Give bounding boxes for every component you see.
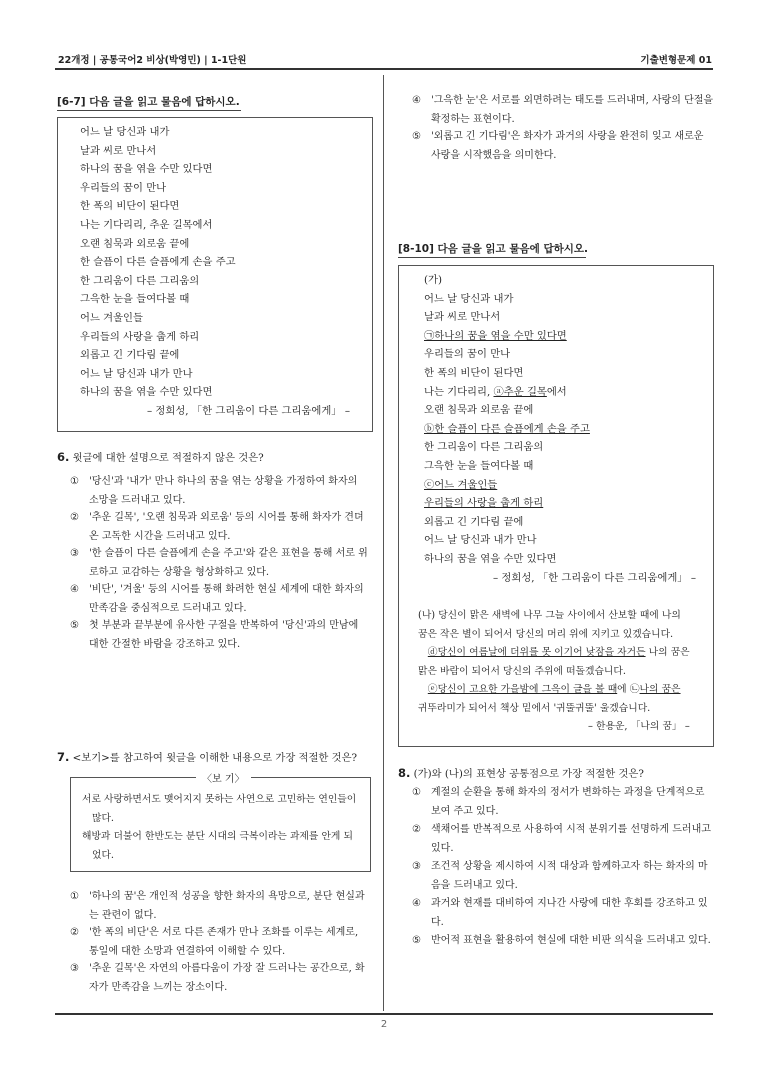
q8-option-4[interactable] (412, 895, 714, 932)
option-number: ① (70, 476, 79, 487)
header-rule (55, 68, 713, 70)
option-number: ③ (70, 963, 79, 974)
question-6 (57, 448, 264, 467)
option-text: '외롭고 긴 기다림'은 화자가 과거의 사랑을 완전히 잊고 새로운 사랑을 시작했음을 의미한다. (431, 131, 704, 161)
passage-text (418, 647, 428, 658)
option-text: 계절의 순환을 통해 화자의 정서가 변화하는 과정을 단계적으로 보여 주고 있다. (431, 787, 705, 817)
passage-text: 외롭고 긴 기다림 끝에 (424, 515, 524, 528)
passage-line (418, 681, 710, 700)
passage-line (424, 401, 590, 420)
q6-option-3[interactable] (70, 545, 370, 582)
poem-line: 나는 기다리리, 추운 길목에서 (80, 218, 213, 231)
passage-line (424, 345, 590, 364)
passage-line (424, 457, 590, 476)
option-number: ② (70, 512, 79, 523)
poem-line: 우리들의 꿈이 만나 (80, 181, 167, 194)
passage-line (418, 663, 710, 682)
q7-option-1[interactable] (70, 888, 370, 925)
passage-text: 하나의 꿈을 엮을 수만 있다면 (424, 552, 557, 565)
passage-line (424, 308, 590, 327)
passage-text: 귀뚜라미가 되어서 책상 밑에서 '귀뚤귀뚤' 울겠습니다. (418, 702, 651, 714)
bogi-line-2: 해방과 더불어 한반도는 분단 시대의 극복이라는 과제를 안게 되었다. (82, 831, 353, 861)
poem-6-7 (80, 123, 236, 402)
question-6-stem: 윗글에 대한 설명으로 적절하지 않은 것은? (72, 452, 264, 464)
bogi-line-1: 서로 사랑하면서도 맺어지지 못하는 사연으로 고민하는 연인들이 많다. (82, 794, 357, 824)
underlined-text: ⓔ당신이 고요한 가을밤에 그윽이 글을 볼 때 (427, 684, 618, 695)
passage-text: 오랜 침묵과 외로움 끝에 (424, 404, 534, 417)
option-text: '비단', '겨울' 등의 시어를 통해 화려한 현실 세계에 대한 화자의 만족감을 중심적으로 드러내고 있다. (89, 584, 364, 614)
option-number: ④ (70, 584, 79, 595)
passage-text: 날과 씨로 만나서 (424, 311, 501, 324)
option-text: '당신'과 '내가' 만나 하나의 꿈을 엮는 상황을 가정하여 화자의 소망을 드러내고 있다. (89, 476, 358, 506)
question-7-stem: <보기>를 참고하여 윗글을 이해한 내용으로 가장 적절한 것은? (72, 752, 358, 764)
passage-line (418, 626, 710, 645)
underlined-text: ⓐ추운 길목 (493, 385, 547, 398)
passage-text: 에서 (546, 385, 567, 398)
poem-ga-label: (가) (424, 274, 442, 286)
poem-ga (424, 271, 590, 569)
option-text: 첫 부분과 끝부분에 유사한 구절을 반복하여 '당신'과의 만남에 대한 간절한 바람을 강조하고 있다. (89, 620, 359, 650)
q8-option-3[interactable] (412, 858, 714, 895)
passage-text: 나의 꿈은 (645, 647, 690, 658)
q8-option-1[interactable] (412, 784, 714, 821)
footer-rule (55, 1013, 713, 1015)
question-6-number: 6. (57, 450, 70, 464)
poem-line: 어느 날 당신과 내가 만나 (80, 367, 193, 380)
passage-line (424, 364, 590, 383)
section-8-10-underline (398, 257, 586, 258)
option-text: '그윽한 눈'은 서로를 외면하려는 태도를 드러내며, 사랑의 단절을 확정하는 표현이다. (431, 95, 714, 125)
passage-text: 에 ㉡ (617, 684, 640, 695)
passage-line (418, 607, 710, 626)
poem-line: 우리들의 사랑을 춥게 하리 (80, 330, 200, 343)
underlined-text: ⓒ어느 겨울인들 (424, 478, 498, 491)
column-divider (383, 75, 384, 1011)
passage-text (418, 684, 428, 695)
poem-line: 오랜 침묵과 외로움 끝에 (80, 237, 190, 250)
q6-option-2[interactable] (70, 509, 370, 546)
passage-text: 어느 날 당신과 내가 (424, 292, 514, 305)
section-6-7-title: [6-7] 다음 글을 읽고 물음에 답하시오. (57, 96, 240, 108)
bogi-title: 〈보 기〉 (196, 770, 251, 785)
underlined-text: ㉠하나의 꿈을 엮을 수만 있다면 (424, 329, 567, 342)
option-text: 과거와 현재를 대비하여 지나간 사랑에 대한 후회를 강조하고 있다. (431, 898, 708, 928)
passage-line (424, 513, 590, 532)
option-number: ④ (412, 95, 421, 106)
option-text: 색채어를 반복적으로 사용하여 시적 분위기를 선명하게 드러내고 있다. (431, 824, 711, 854)
poem-line: 한 슬픔이 다른 슬픔에게 손을 주고 (80, 256, 236, 269)
poem-line: 그윽한 눈을 들여다볼 때 (80, 293, 190, 306)
passage-text: 그윽한 눈을 들여다볼 때 (424, 459, 534, 472)
section-8-10-title: [8-10] 다음 글을 읽고 물음에 답하시오. (398, 243, 588, 255)
passage-text: 꿈은 작은 별이 되어서 당신의 머리 위에 지키고 있겠습니다. (418, 628, 674, 640)
passage-line (418, 700, 710, 719)
passage-line (418, 644, 710, 663)
passage-text: 한 폭의 비단이 된다면 (424, 366, 524, 379)
option-number: ⑤ (70, 620, 79, 631)
passage-line (424, 438, 590, 457)
q8-option-2[interactable] (412, 821, 714, 858)
q8-option-5[interactable] (412, 932, 714, 951)
poem-line: 한 그리움이 다른 그리움의 (80, 274, 200, 287)
option-number: ⑤ (412, 131, 421, 142)
poem-ga-citation: – 정희성, 「한 그리움이 다른 그리움에게」 – (493, 572, 697, 584)
passage-line (424, 494, 590, 513)
q6-option-4[interactable] (70, 581, 370, 618)
poem-line: 외롭고 긴 기다림 끝에 (80, 349, 180, 362)
section-6-7-underline (57, 110, 241, 111)
option-number: ③ (70, 548, 79, 559)
poem-line: 하나의 꿈을 엮을 수만 있다면 (80, 386, 213, 399)
q7-option-4[interactable] (412, 92, 714, 129)
poem-na-citation: – 한용운, 「나의 꿈」 – (588, 721, 690, 732)
poem-line: 날과 씨로 만나서 (80, 144, 157, 157)
question-7-number: 7. (57, 750, 70, 764)
question-8-number: 8. (398, 766, 411, 780)
q6-option-1[interactable] (70, 473, 370, 510)
underlined-text: ⓓ당신이 여름날에 더위를 못 이기어 낮잠을 자거든 (427, 647, 646, 658)
passage-text: 맑은 바람이 되어서 당신의 주위에 떠돌겠습니다. (418, 665, 626, 677)
passage-line (424, 327, 590, 346)
option-text: '추운 길목', '오랜 침묵과 외로움' 등의 시어를 통해 화자가 견뎌 온 고독한 시간을 드러내고 있다. (89, 512, 364, 542)
option-text: '하나의 꿈'은 개인적 성공을 향한 화자의 욕망으로, 분단 현실과는 관련이 없다. (89, 891, 365, 921)
passage-line (424, 550, 590, 569)
passage-text: 한 그리움이 다른 그리움의 (424, 441, 544, 454)
passage-line (424, 531, 590, 550)
q7-option-5[interactable] (412, 128, 714, 165)
passage-text: 어느 날 당신과 내가 만나 (424, 534, 537, 547)
option-number: ① (70, 891, 79, 902)
passage-text: 나는 기다리리, (424, 385, 494, 398)
passage-line (424, 290, 590, 309)
option-text: '한 폭의 비단'은 서로 다른 존재가 만나 조화를 이루는 세계로, 통일에 대한 소망과 연결하여 이해할 수 있다. (89, 927, 359, 957)
question-7 (57, 748, 357, 767)
option-number: ③ (412, 861, 421, 872)
q7-option-3[interactable] (70, 960, 370, 997)
passage-text: (나) 당신이 맑은 새벽에 나무 그늘 사이에서 산보할 때에 나의 (418, 610, 681, 621)
option-text: '한 슬픔이 다른 슬픔에게 손을 주고'와 같은 표현을 통해 서로 위로하고 교감하는 상황을 형상화하고 있다. (89, 548, 368, 578)
passage-line (424, 420, 590, 439)
passage-text: 우리들의 꿈이 만나 (424, 348, 511, 361)
option-number: ② (412, 824, 421, 835)
bogi-text (82, 791, 362, 865)
passage-line (424, 383, 590, 402)
poem-line: 한 폭의 비단이 된다면 (80, 200, 180, 213)
option-number: ④ (412, 898, 421, 909)
q7-option-2[interactable] (70, 924, 370, 961)
option-text: 조건적 상황을 제시하여 시적 대상과 함께하고자 하는 화자의 마음을 드러내고 있다. (431, 861, 708, 891)
poem-line: 어느 겨울인들 (80, 311, 143, 324)
question-8-stem: (가)와 (나)의 표현상 공통점으로 가장 적절한 것은? (413, 768, 644, 780)
header-course-info: 22개정 | 공통국어2 비상(박영민) | 1-1단원 (58, 55, 247, 66)
poem-line: 어느 날 당신과 내가 (80, 126, 170, 138)
poem-6-7-citation: – 정희성, 「한 그리움이 다른 그리움에게」 – (147, 405, 351, 417)
underlined-text: 우리들의 사랑을 춥게 하리 (424, 497, 544, 510)
header-doc-label: 기출변형문제 01 (640, 55, 712, 66)
question-8 (398, 764, 644, 783)
poem-line: 하나의 꿈을 엮을 수만 있다면 (80, 163, 213, 176)
option-text: 반어적 표현을 활용하여 현실에 대한 비판 의식을 드러내고 있다. (431, 935, 711, 946)
underlined-text: ⓑ한 슬픔이 다른 슬픔에게 손을 주고 (424, 422, 590, 435)
q6-option-5[interactable] (70, 617, 370, 654)
option-number: ① (412, 787, 421, 798)
passage-line (424, 476, 590, 495)
option-number: ② (70, 927, 79, 938)
option-text: '추운 길목'은 자연의 아름다움이 가장 잘 드러나는 공간으로, 화자가 만족감을 느끼는 장소이다. (89, 963, 365, 993)
underlined-text: 나의 꿈은 (639, 684, 681, 695)
option-number: ⑤ (412, 935, 421, 946)
poem-na (418, 607, 710, 718)
page-number: 2 (380, 1019, 388, 1030)
